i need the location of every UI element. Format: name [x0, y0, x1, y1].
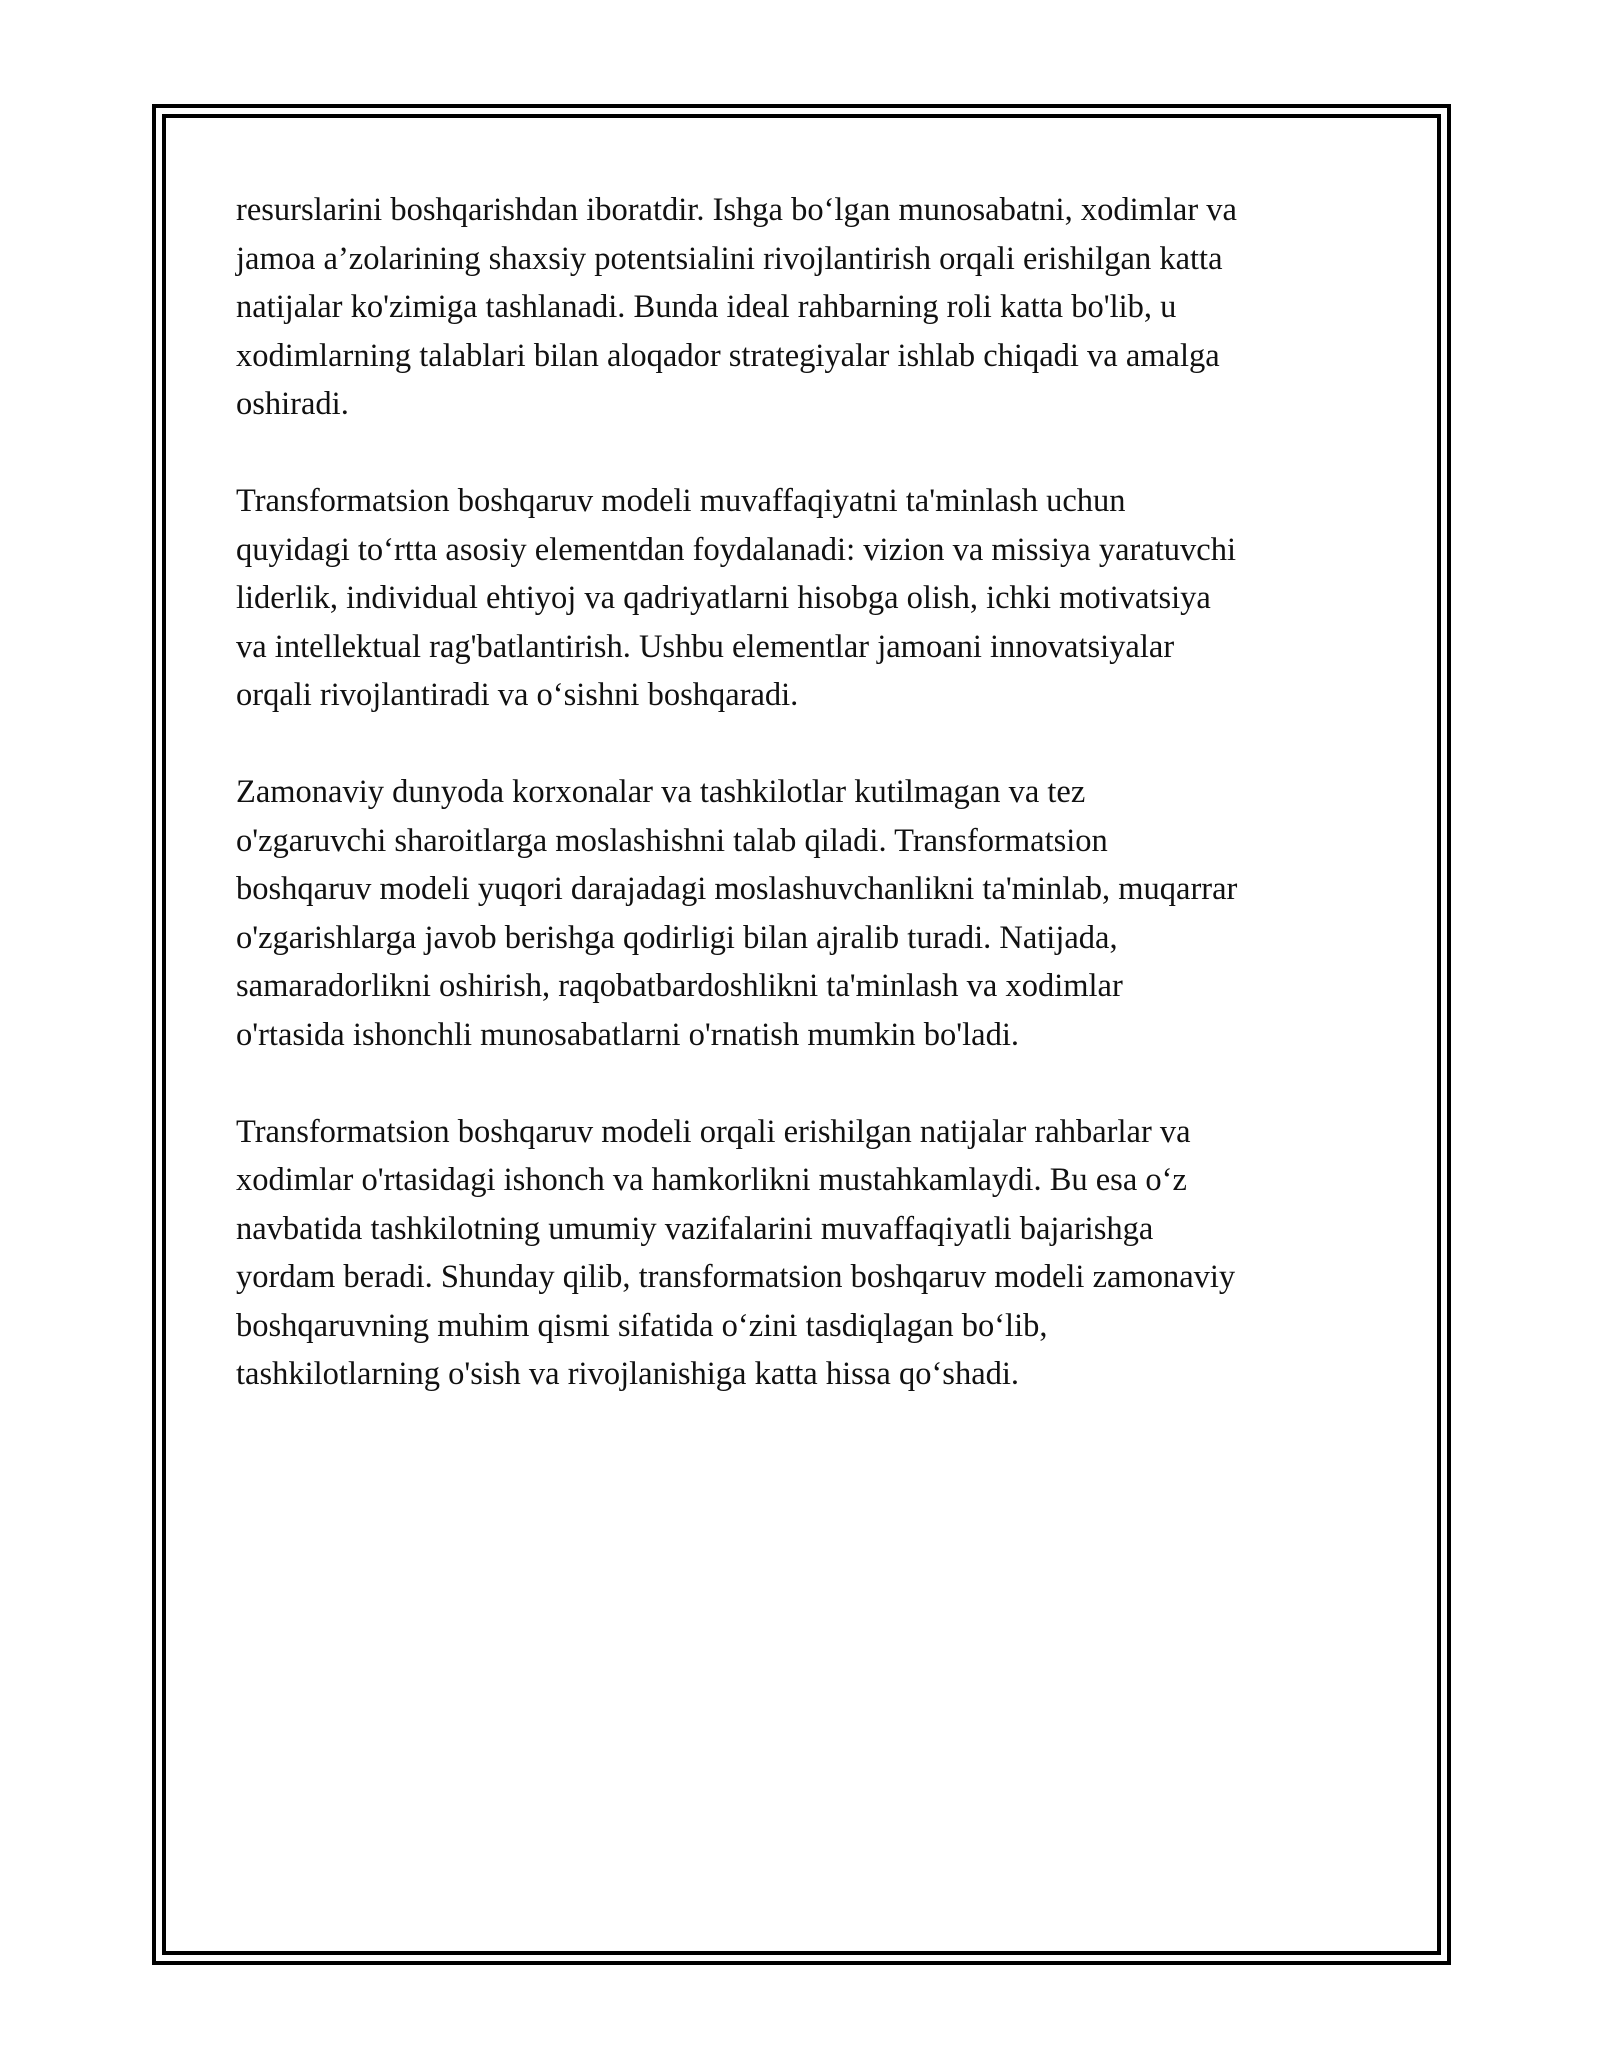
paragraph-4: Transformatsion boshqaruv modeli orqali erishilgan natijalar rahbarlar va xodimlar o'rtasidagi ishonch va hamkorlikni mustahkamlaydi. Bu esa o‘z navbatida tashkilotning umumiy vazifalarini muvaffaqiyatli bajarishga yordam beradi. Shunday qilib, transformatsion boshqaruv modeli zamonaviy boshqaruvning muhim qismi sifatida o‘zini tasdiqlagan bo‘lib, tashkilotlarning o'sish va rivojlanishiga katta hissa qo‘shadi.: [236, 1113, 1236, 1392]
paragraph-3: Zamonaviy dunyoda korxonalar va tashkilotlar kutilmagan va tez o'zgaruvchi sharoitlarga moslashishni talab qiladi. Transformatsion boshqaruv modeli yuqori darajadagi moslashuvchanlikni ta'minlab, muqarrar o'zgarishlarga javob berishga qodirligi bilan ajralib turadi. Natijada, samaradorlikni oshirish, raqobatbardoshlikni ta'minlash va xodimlar o'rtasida ishonchli munosabatlarni o'rnatish mumkin bo'ladi.: [236, 774, 1238, 1053]
document-body: [236, 186, 1376, 1447]
paragraph-2: Transformatsion boshqaruv modeli muvaffaqiyatni ta'minlash uchun quyidagi to‘rtta asosiy elementdan foydalanadi: vizion va missiya yaratuvchi liderlik, individual ehtiyoj va qadriyatlarni hisobga olish, ichki motivatsiya va intellektual rag'batlantirish. Ushbu elementlar jamoani innovatsiyalar orqali rivojlantiradi va o‘sishni boshqaradi.: [236, 483, 1236, 713]
paragraph-1: resurslarini boshqarishdan iboratdir. Ishga bo‘lgan munosabatni, xodimlar va jamoa a’zolarining shaxsiy potentsialini rivojlantirish orqali erishilgan katta natijalar ko'zimiga tashlanadi. Bunda ideal rahbarning roli katta bo'lib, u xodimlarning talablari bilan aloqador strategiyalar ishlab chiqadi va amalga oshiradi.: [236, 192, 1237, 422]
